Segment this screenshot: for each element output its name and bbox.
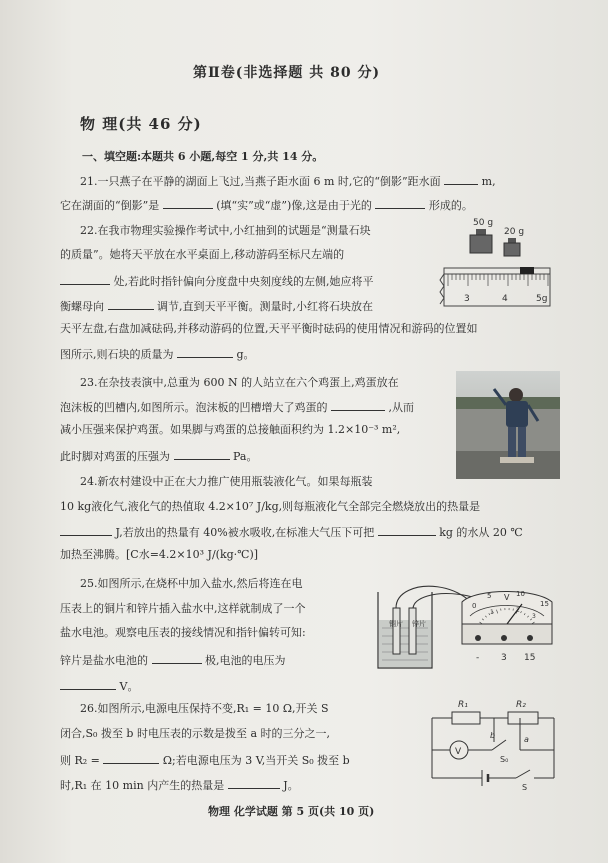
- circuit-label-v: V: [455, 747, 462, 757]
- circuit-label-s0: S₀: [500, 755, 509, 764]
- q23-line4: [60, 448, 257, 464]
- q23-line1: 23.在杂技表演中,总重为 600 N 的人站立在六个鸡蛋上,鸡蛋放在: [80, 376, 399, 389]
- q22-line5: 天平左盘,右盘加减砝码,并移动游码的位置,天平平衡时砝码的使用情况和游码的位置如: [60, 322, 478, 335]
- q24-blank-1[interactable]: [60, 524, 112, 536]
- q24-line4: 加热至沸腾。[C水=4.2×10³ J/(kg·℃)]: [60, 548, 259, 561]
- ruler-icon: [444, 267, 550, 306]
- terminal-label-3: 3: [501, 653, 507, 663]
- weight-50g-icon: [470, 229, 492, 253]
- q25-line4: [60, 652, 286, 668]
- q22-text-d: 衡螺母向: [60, 300, 104, 313]
- ruler-label-5g: 5g: [536, 294, 548, 304]
- part-heading: 一、填空题:本题共 6 小题,每空 1 分,共 14 分。: [82, 150, 324, 163]
- zinc-plate-label: 锌片: [412, 620, 426, 628]
- q23-line3: 减小压强来保护鸡蛋。如果脚与鸡蛋的总接触面积约为 1.2×10⁻³ m²,: [60, 423, 401, 436]
- q23-text-f: Pa。: [233, 450, 258, 463]
- meter-label-3: 3: [532, 613, 536, 620]
- q21-blank-2[interactable]: [163, 197, 213, 209]
- q26-blank-1[interactable]: [103, 752, 159, 764]
- q21-text-a: 21.一只燕子在平静的湖面上飞过,当燕子距水面 6 m 时,它的“倒影”距水面: [80, 175, 441, 188]
- q24-blank-2[interactable]: [378, 524, 436, 536]
- meter-label-5: 5: [487, 592, 492, 600]
- q26-text-c: 则 R₂ =: [60, 754, 100, 767]
- q22-text-e: 调节,直到天平平衡。测量时,小红将石块放在: [157, 300, 373, 313]
- weight-20g-icon: [504, 238, 520, 256]
- q24-text-c: J,若放出的热量有 40%被水吸收,在标准大气压下可把: [115, 526, 375, 539]
- q22-line1: 22.在我市物理实验操作考试中,小红抽到的试题是“测量石块: [80, 224, 371, 237]
- q23-blank-1[interactable]: [331, 399, 385, 411]
- q22-text-g: g。: [236, 348, 255, 361]
- q24-line3: [60, 524, 523, 540]
- circuit-diagram: [424, 694, 564, 792]
- q26-blank-2[interactable]: [228, 777, 280, 789]
- ruler-label-4: 4: [502, 294, 508, 304]
- q26-text-d: Ω;若电源电压为 3 V,当开关 S₀ 拨至 b: [162, 754, 350, 767]
- q22-text-f: 图所示,则石块的质量为: [60, 348, 174, 361]
- q22-line3: [60, 273, 374, 289]
- saltwater-battery-figure: [366, 572, 562, 674]
- circuit-label-r1: R₁: [458, 700, 468, 710]
- q26-line3: [60, 752, 350, 768]
- terminal-label-15: 15: [524, 653, 536, 663]
- q25-line5: [60, 678, 138, 694]
- meter-label-v: V: [504, 593, 510, 602]
- acrobat-photo: [456, 371, 560, 479]
- q26-line1: 26.如图所示,电源电压保持不变,R₁ = 10 Ω,开关 S: [80, 702, 329, 715]
- q26-text-e: 时,R₁ 在 10 min 内产生的热量是: [60, 779, 225, 792]
- circuit-label-a: a: [524, 735, 529, 744]
- q25-line3: 盐水电池。观察电压表的接线情况和指针偏转可知:: [60, 626, 306, 639]
- meter-label-2: 2: [516, 607, 520, 614]
- page-footer: 物理 化学试题 第 5 页(共 10 页): [208, 805, 375, 818]
- q23-blank-2[interactable]: [174, 448, 230, 460]
- q23-text-c: ,从而: [388, 401, 414, 414]
- balance-figure: [438, 212, 556, 312]
- meter-label-0: 0: [472, 602, 477, 610]
- ruler-label-3: 3: [464, 294, 470, 304]
- q22-blank-1[interactable]: [60, 273, 110, 285]
- beaker-icon: [378, 592, 432, 668]
- weight-label-20g: 20 g: [504, 227, 525, 237]
- q25-text-e: 极,电池的电压为: [205, 654, 286, 667]
- copper-plate-label: 铜片: [389, 620, 403, 628]
- q21-line2: [60, 197, 473, 213]
- q26-text-f: J。: [283, 779, 299, 792]
- q22-blank-2[interactable]: [108, 298, 154, 310]
- subject-title: 物 理(共 46 分): [80, 115, 202, 133]
- q21-blank-3[interactable]: [375, 197, 425, 209]
- q23-line2: [60, 399, 414, 415]
- section-title: 第Ⅱ卷(非选择题 共 80 分): [193, 65, 381, 81]
- q23-text-e: 此时脚对鸡蛋的压强为: [60, 450, 170, 463]
- q22-line4: [60, 298, 373, 314]
- meter-label-1: 1: [490, 609, 494, 616]
- circuit-label-r2: R₂: [516, 700, 526, 710]
- circuit-label-s: S: [522, 783, 528, 792]
- q21-blank-1[interactable]: [444, 173, 478, 185]
- ruler-break-icon: [440, 274, 444, 304]
- q24-text-d: kg 的水从 20 ℃: [439, 526, 523, 539]
- q22-line2: 的质量”。她将天平放在水平桌面上,移动游码至标尺左端的: [60, 248, 345, 261]
- q21-line1: [80, 173, 496, 189]
- q25-blank-2[interactable]: [60, 678, 116, 690]
- q26-line4: [60, 777, 299, 793]
- q25-line2: 压表上的铜片和锌片插入盐水中,这样就制成了一个: [60, 602, 306, 615]
- q24-line1: 24.新农村建设中正在大力推广使用瓶装液化气。如果每瓶装: [80, 475, 373, 488]
- circuit-label-b: b: [490, 731, 496, 740]
- q21-text-e: 形成的。: [428, 199, 473, 212]
- terminal-label-neg: -: [476, 653, 480, 663]
- q23-text-b: 泡沫板的凹槽内,如图所示。泡沫板的凹槽增大了鸡蛋的: [60, 401, 328, 414]
- q24-line2: 10 kg液化气,液化气的热值取 4.2×10⁷ J/kg,则每瓶液化气全部完全燃烧放出的热量是: [60, 500, 481, 513]
- q25-text-f: V。: [119, 680, 139, 693]
- q21-text-d: (填“实”或“虚”)像,这是由于光的: [216, 199, 372, 212]
- q25-text-d: 锌片是盐水电池的: [60, 654, 148, 667]
- meter-label-15: 15: [540, 600, 549, 608]
- q22-blank-3[interactable]: [177, 346, 233, 358]
- meter-label-10: 10: [516, 590, 525, 598]
- q26-line2: 闭合,S₀ 拨至 b 时电压表的示数是拨至 a 时的三分之一,: [60, 727, 331, 740]
- q25-line1: 25.如图所示,在烧杯中加入盐水,然后将连在电: [80, 577, 303, 590]
- q21-text-b: m,: [481, 175, 496, 188]
- q22-text-c: 处,若此时指针偏向分度盘中央刻度线的左侧,她应将平: [113, 275, 374, 288]
- q25-blank-1[interactable]: [152, 652, 202, 664]
- q22-line6: [60, 346, 255, 362]
- q21-text-c: 它在湖面的“倒影”是: [60, 199, 160, 212]
- weight-label-50g: 50 g: [473, 218, 494, 228]
